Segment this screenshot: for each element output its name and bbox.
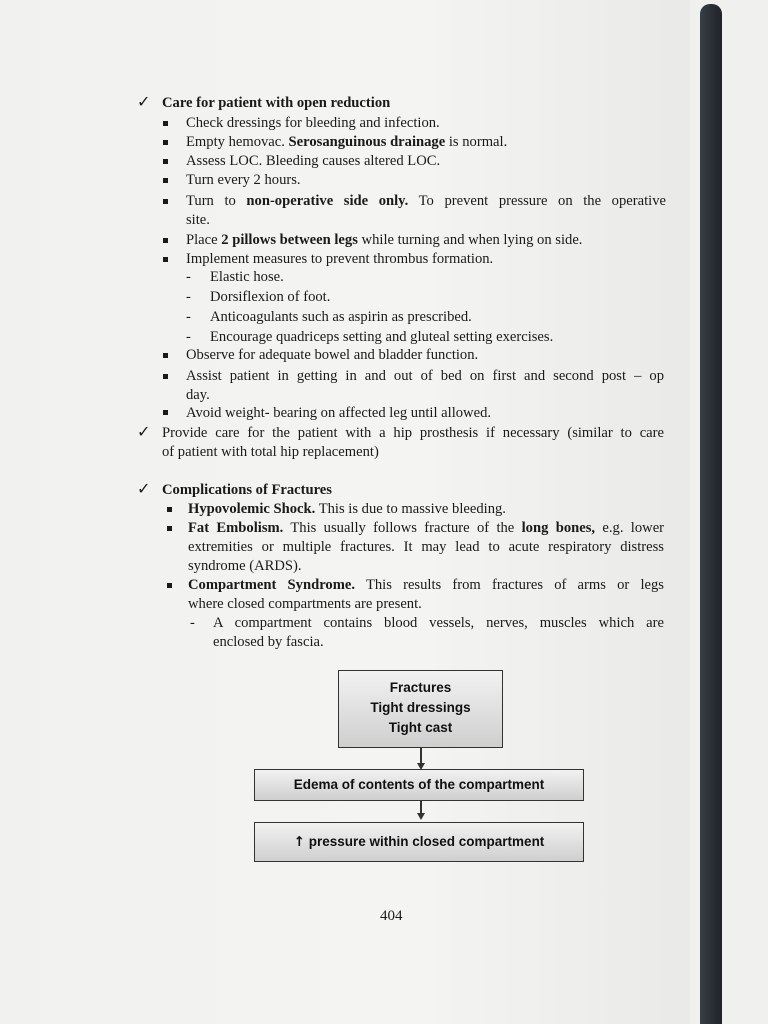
- square-bullet-icon: [167, 583, 172, 588]
- section-heading: Care for patient with open reduction: [162, 95, 391, 111]
- square-bullet-icon: [163, 159, 168, 164]
- square-bullet-icon: [163, 121, 168, 126]
- flowchart-box-causes: [338, 670, 503, 748]
- bullet-text-continued: site.: [186, 212, 210, 228]
- sub-bullet-text: A compartment contains blood vessels, nerves, muscles which are: [213, 615, 664, 631]
- arrow-head: [417, 813, 425, 820]
- square-bullet-icon: [163, 353, 168, 358]
- bullet-text: Fat Embolism. This usually follows fracture of the long bones, e.g. lower: [188, 520, 665, 536]
- square-bullet-icon: [163, 140, 168, 145]
- bullet-text: Turn every 2 hours.: [186, 172, 301, 188]
- flowchart-box-pressure: [254, 822, 584, 862]
- bullet-text: Assess LOC. Bleeding causes altered LOC.: [186, 153, 441, 169]
- square-bullet-icon: [163, 257, 168, 262]
- page-number: 404: [380, 908, 403, 924]
- dash-bullet: -: [186, 289, 191, 305]
- dash-bullet: -: [186, 309, 191, 325]
- paragraph-line: of patient with total hip replacement): [162, 444, 379, 460]
- flowchart-label: pressure within closed compartment: [308, 834, 545, 849]
- sub-bullet-text-continued: enclosed by fascia.: [213, 634, 324, 650]
- section-heading: Complications of Fractures: [162, 482, 332, 498]
- bullet-text-continued: where closed compartments are present.: [188, 596, 422, 612]
- flowchart-label: Edema of contents of the compartment: [293, 777, 545, 792]
- square-bullet-icon: [167, 526, 172, 531]
- bullet-text: Empty hemovac. Serosanguinous drainage is normal.: [186, 134, 508, 150]
- paragraph-line: Provide care for the patient with a hip prosthesis if necessary (similar to care: [162, 425, 664, 441]
- check-mark-icon: ✓: [137, 479, 151, 498]
- check-mark-icon: ✓: [137, 422, 151, 441]
- bullet-text-continued: day.: [186, 387, 210, 403]
- up-arrow-icon: ↑: [293, 834, 305, 850]
- bullet-text: Avoid weight- bearing on affected leg until allowed.: [186, 405, 492, 421]
- square-bullet-icon: [163, 410, 168, 415]
- bullet-text: Assist patient in getting in and out of bed on first and second post – op: [186, 368, 664, 384]
- sub-bullet-text: Dorsiflexion of foot.: [210, 289, 331, 305]
- flowchart-label: Fractures: [389, 680, 452, 695]
- flowchart-label: Tight cast: [388, 720, 453, 735]
- bullet-text: Observe for adequate bowel and bladder function.: [186, 347, 479, 363]
- sub-bullet-text: Encourage quadriceps setting and gluteal setting exercises.: [210, 329, 554, 345]
- flowchart-box-edema: [254, 769, 584, 801]
- bullet-text: Hypovolemic Shock. This is due to massive bleeding.: [188, 501, 506, 517]
- square-bullet-icon: [163, 199, 168, 204]
- check-mark-icon: ✓: [137, 92, 151, 111]
- square-bullet-icon: [163, 178, 168, 183]
- dash-bullet: -: [186, 329, 191, 345]
- square-bullet-icon: [163, 374, 168, 379]
- bullet-text: Compartment Syndrome. This results from fractures of arms or legs: [188, 577, 664, 593]
- dash-bullet: -: [186, 269, 191, 285]
- bullet-text: Place 2 pillows between legs while turning and when lying on side.: [186, 232, 583, 248]
- book-spine-edge: [700, 4, 722, 1024]
- bullet-text-continued: syndrome (ARDS).: [188, 558, 302, 574]
- square-bullet-icon: [163, 238, 168, 243]
- bullet-text-continued: extremities or multiple fractures. It may lead to acute respiratory distress: [188, 539, 664, 555]
- bullet-text: Check dressings for bleeding and infection.: [186, 115, 440, 131]
- square-bullet-icon: [167, 507, 172, 512]
- bullet-text: Turn to non-operative side only. To prevent pressure on the operative: [186, 193, 666, 209]
- sub-bullet-text: Elastic hose.: [210, 269, 284, 285]
- dash-bullet: -: [190, 615, 195, 631]
- bullet-text: Implement measures to prevent thrombus formation.: [186, 251, 494, 267]
- flowchart-label: Tight dressings: [370, 700, 471, 715]
- sub-bullet-text: Anticoagulants such as aspirin as prescribed.: [210, 309, 472, 325]
